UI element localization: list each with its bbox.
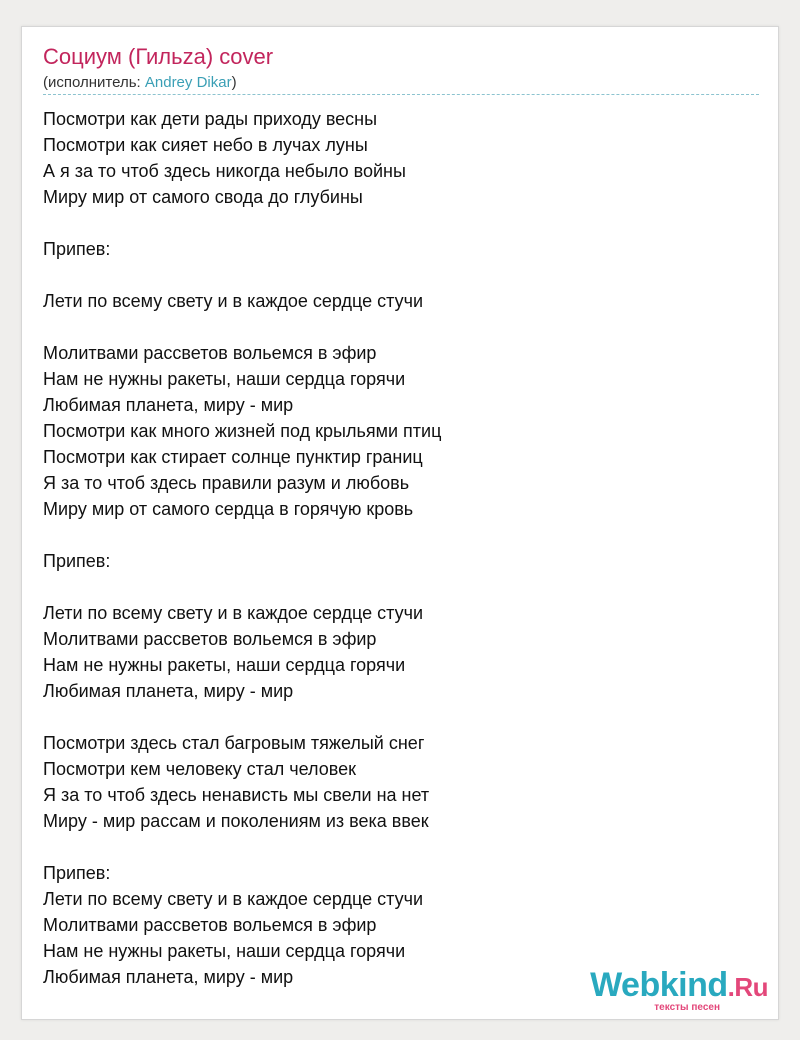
lyric-line: Любимая планета, миру - мир (43, 967, 294, 987)
lyric-line: Лети по всему свету и в каждое сердце стучи (43, 291, 424, 311)
lyric-line: Молитвами рассветов вольемся в эфир (43, 629, 377, 649)
lyric-line: Посмотри кем человеку стал человек (43, 759, 356, 779)
lyric-line: Молитвами рассветов вольемся в эфир (43, 915, 377, 935)
lyrics-body (43, 106, 743, 990)
logo-tagline: тексты песен (654, 1002, 720, 1013)
artist-prefix: (исполнитель: (43, 74, 145, 91)
lyric-line: Миру - мир рассам и поколениям из века ввек (43, 811, 429, 831)
logo-suffix: .Ru (727, 972, 768, 1002)
song-title: Социум (Гильzа) cover (43, 44, 274, 69)
lyric-line (43, 522, 743, 548)
lyric-line (43, 834, 743, 860)
lyric-line (43, 574, 743, 600)
lyric-line (43, 262, 743, 288)
lyric-line (43, 704, 743, 730)
lyric-line: Я за то чтоб здесь правили разум и любовь (43, 473, 410, 493)
lyric-line (43, 314, 743, 340)
lyric-line: Нам не нужны ракеты, наши сердца горячи (43, 655, 406, 675)
lyric-line: Лети по всему свету и в каждое сердце стучи (43, 603, 424, 623)
lyric-line: Припев: (43, 551, 111, 571)
logo-wordmark (590, 968, 768, 1004)
lyric-line: Любимая планета, миру - мир (43, 681, 294, 701)
header-divider (43, 94, 759, 95)
lyric-line: Нам не нужны ракеты, наши сердца горячи (43, 941, 406, 961)
logo-name: Webkind (590, 966, 728, 1004)
lyric-line: Посмотри как дети рады приходу весны (43, 109, 378, 129)
lyric-line: Миру мир от самого свода до глубины (43, 187, 363, 207)
lyric-line: Лети по всему свету и в каждое сердце стучи (43, 889, 424, 909)
lyric-line: Припев: (43, 863, 111, 883)
lyrics-card (21, 26, 779, 1020)
lyric-line: Любимая планета, миру - мир (43, 395, 294, 415)
artist-link[interactable]: Andrey Dikar (144, 74, 232, 91)
lyric-line (43, 210, 743, 236)
lyric-line: Нам не нужны ракеты, наши сердца горячи (43, 369, 406, 389)
lyric-line: Миру мир от самого сердца в горячую кровь (43, 499, 414, 519)
lyric-line: Я за то чтоб здесь ненависть мы свели на нет (43, 785, 430, 805)
lyric-line: Припев: (43, 239, 111, 259)
lyric-line: Молитвами рассветов вольемся в эфир (43, 343, 377, 363)
lyric-line: Посмотри как стирает солнце пунктир границ (43, 447, 423, 467)
webkind-logo[interactable] (590, 968, 768, 1013)
lyric-line: Посмотри как сияет небо в лучах луны (43, 135, 368, 155)
lyric-line: Посмотри здесь стал багровым тяжелый снег (43, 733, 425, 753)
artist-line (43, 74, 237, 91)
lyric-line: Посмотри как много жизней под крыльями птиц (43, 421, 442, 441)
artist-suffix: ) (231, 74, 237, 91)
lyric-line: А я за то чтоб здесь никогда небыло войны (43, 161, 406, 181)
